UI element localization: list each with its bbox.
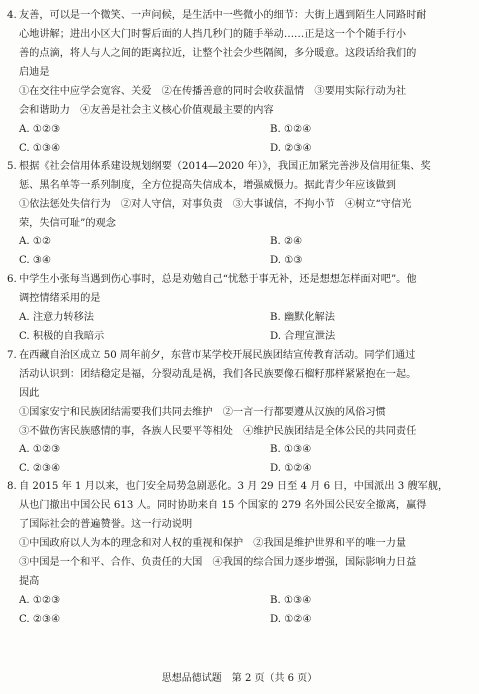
- statement-line: ③中国是一个和平、合作、负责任的大国 ④我国的综合国力逐步增强，国际影响力日益: [19, 557, 417, 568]
- option-d[interactable]: D. ①②④: [270, 463, 312, 474]
- question-stem-line: 启迪是: [19, 67, 50, 78]
- question-stem-line: 惩、黑名单等一系列制度，全方位提高失信成本，增强威慑力。据此青少年应该做到: [19, 180, 396, 191]
- option-d[interactable]: D. ①②④: [270, 614, 312, 625]
- option-d[interactable]: D. ②③④: [270, 143, 312, 154]
- option-b[interactable]: B. 幽默化解法: [270, 312, 335, 323]
- question-number: 5.: [7, 161, 17, 172]
- question-number: 6.: [7, 274, 17, 285]
- option-b[interactable]: B. ①③④: [270, 444, 312, 455]
- question-number: 8.: [7, 481, 17, 492]
- question-number: 4.: [7, 10, 17, 21]
- question-stem-line: 在西藏自治区成立 50 周年前夕，东营市某学校开展民族团结宣传教育活动。同学们通过: [19, 350, 416, 361]
- statement-line: 荣，失信可耻”的观念: [19, 218, 116, 229]
- option-a[interactable]: A. ①②: [19, 236, 52, 247]
- question-stem-line: 中学生小张每当遇到伤心事时，总是劝勉自己“忧愁于事无补，还是想想怎样面对吧”。他: [19, 274, 417, 285]
- statement-line: ①在交往中应学会宽容、关爱 ②在传播善意的同时会收获温情 ③要用实际行动为社: [19, 86, 407, 97]
- option-c[interactable]: C. 积极的自我暗示: [19, 331, 105, 342]
- option-a[interactable]: A. 注意力转移法: [19, 312, 94, 323]
- statement-line: 会和谐助力 ④友善是社会主义核心价值观最主要的内容: [19, 105, 274, 116]
- option-b[interactable]: B. ②④: [270, 236, 303, 247]
- statement-line: ①中国政府以人为本的理念和对人权的重视和保护 ②我国是维护世界和平的唯一力量: [19, 538, 407, 549]
- option-a[interactable]: A. ①②③: [19, 124, 61, 135]
- question-stem-line: 自 2015 年 1 月以来，也门安全局势急剧恶化。3 月 29 日至 4 月 6 日，中国派出 3 艘军舰，: [19, 481, 449, 492]
- question-number: 7.: [7, 350, 17, 361]
- question-stem-line: 根据《社会信用体系建设规划纲要（2014—2020 年）》，我国正加紧完善涉及信用征集、奖: [19, 161, 431, 172]
- question-stem-line: 活动认识到：团结稳定是福，分裂动乱是祸，我们各民族要像石榴籽那样紧紧抱在一起。: [19, 369, 417, 380]
- option-c[interactable]: C. ②③④: [19, 463, 61, 474]
- question-stem-line: 从也门撤出中国公民 613 人。同时协助来自 15 个国家的 279 名外国公民安全撤离，赢得: [19, 500, 427, 511]
- option-d[interactable]: D. ①③: [270, 255, 303, 266]
- option-c[interactable]: C. ②③④: [19, 614, 61, 625]
- option-d[interactable]: D. 合理宣泄法: [270, 331, 336, 342]
- question-stem-line: 因此: [19, 388, 40, 399]
- question-stem-line: 友善，可以是一个微笑、一声问候，是生活中一些微小的细节：大街上遇到陌生人同路时耐: [19, 10, 427, 21]
- option-a[interactable]: A. ①②③: [19, 595, 61, 606]
- question-stem-line: 心地讲解；进出小区大门时誓后面的人挡几秒门的随手举动……正是这一个个随手行小: [19, 29, 407, 40]
- question-stem-line: 调控情绪采用的是: [19, 293, 101, 304]
- statement-line: ①依法惩处失信行为 ②对人守信，对事负责 ③大事诚信，不拘小节 ④树立“守信光: [19, 199, 412, 210]
- question-stem-line: 了国际社会的普遍赞誉。这一行动说明: [19, 519, 193, 530]
- statement-line: ①国家安宁和民族团结需要我们共同去维护 ②一言一行都要遵从汉族的风俗习惯: [19, 407, 386, 418]
- option-c[interactable]: C. ①③④: [19, 143, 61, 154]
- option-c[interactable]: C. ③④: [19, 255, 52, 266]
- option-b[interactable]: B. ①③④: [270, 595, 312, 606]
- option-b[interactable]: B. ①②④: [270, 124, 312, 135]
- option-a[interactable]: A. ①②③: [19, 444, 61, 455]
- question-stem-line: 善的点滴，将人与人之间的距离拉近，让整个社会少些隔阂，多分暖意。这段话给我们的: [19, 48, 417, 59]
- page-footer: 思想品德试题 第 2 页（共 6 页）: [161, 673, 318, 684]
- statement-line: 提高: [19, 576, 40, 587]
- statement-line: ③不做伤害民族感情的事，各族人民要平等相处 ④维护民族团结是全体公民的共同责任: [19, 426, 417, 437]
